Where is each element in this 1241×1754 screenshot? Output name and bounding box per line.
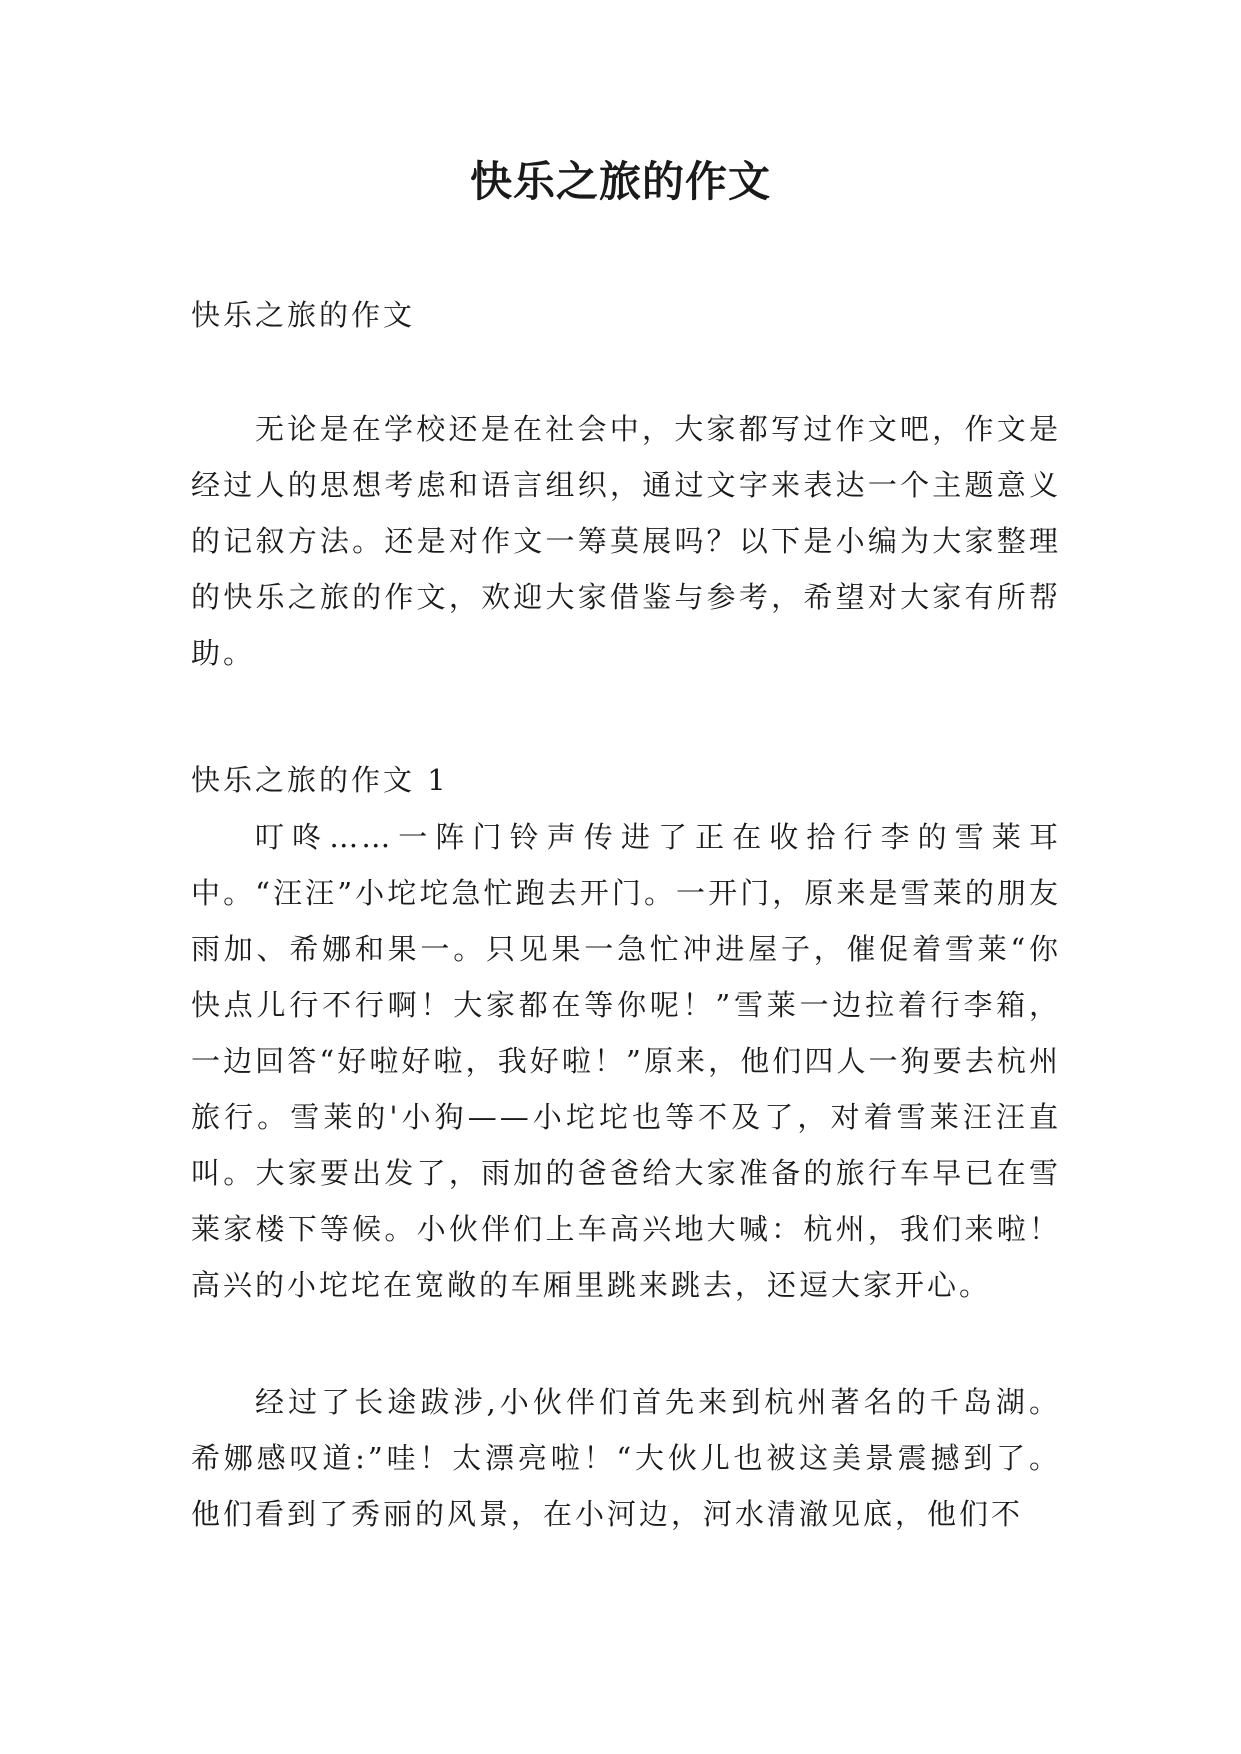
document-title: 快乐之旅的作文 [469, 157, 771, 206]
section-heading: 快乐之旅的作文 1 [191, 763, 449, 797]
document-subtitle: 快乐之旅的作文 [191, 298, 416, 332]
intro-paragraph: 无论是在学校还是在社会中，大家都写过作文吧，作文是经过人的思想考虑和语言组织，通过文字来表达一个主题意义的记叙方法。还是对作文一筹莫展吗？以下是小编为大家整理的快乐之旅的作文，欢迎大家借鉴与参考，希望对大家有所帮助。 [191, 412, 1061, 670]
body-paragraph: 经过了长途跋涉,小伙伴们首先来到杭州著名的千岛湖。希娜感叹道:”哇！太漂亮啦！“大伙儿也被这美景震撼到了。他们看到了秀丽的风景，在小河边，河水清澈见底，他们不 [191, 1385, 1061, 1531]
body-paragraph: 叮咚……一阵门铃声传进了正在收拾行李的雪莱耳中。“汪汪”小坨坨急忙跑去开门。一开门，原来是雪莱的朋友雨加、希娜和果一。只见果一急忙冲进屋子，催促着雪莱“你快点儿行不行啊！大家都在等你呢！”雪莱一边拉着行李箱，一边回答“好啦好啦，我好啦！”原来，他们四人一狗要去杭州旅行。雪莱的'小狗——小坨坨也等不及了，对着雪莱汪汪直叫。大家要出发了，雨加的爸爸给大家准备的旅行车早已在雪莱家楼下等候。小伙伴们上车高兴地大喊：杭州，我们来啦！高兴的小坨坨在宽敞的车厢里跳来跳去，还逗大家开心。 [191, 820, 1061, 1302]
